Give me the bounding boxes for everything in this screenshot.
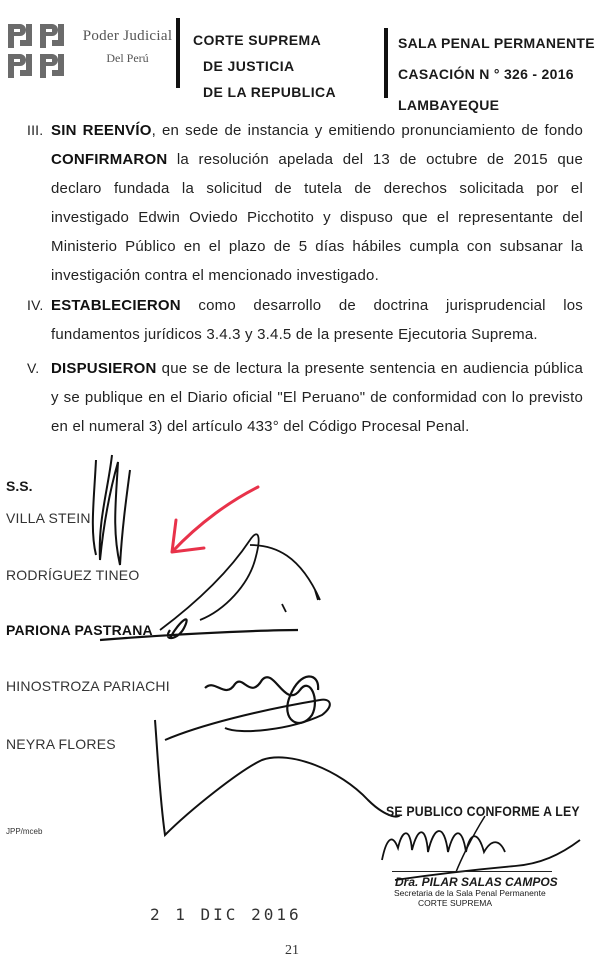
- paragraph-text: [51, 354, 583, 441]
- page-number: 21: [285, 943, 299, 958]
- secretary-role: Secretaria de la Sala Penal Permanente: [394, 888, 546, 898]
- court-line2: DE JUSTICIA: [203, 58, 295, 74]
- paragraph-text: [51, 291, 583, 349]
- secretary-name: Dra. PILAR SALAS CAMPOS: [395, 875, 558, 889]
- date-stamp: 2 1 DIC 2016: [150, 905, 302, 924]
- signature-hinostroza-pariachi: [205, 676, 318, 723]
- case-number: CASACIÓN N ° 326 - 2016: [398, 66, 574, 82]
- secretary-court: CORTE SUPREMA: [418, 898, 492, 908]
- court-name: [193, 27, 336, 105]
- paragraph-text: [51, 116, 583, 290]
- institution-line2: Del Perú: [106, 51, 149, 65]
- paragraph-body: la resolución apelada del 13 de octubre de 2015 que declaro fundada la solicitud de tutela de derechos solicitada por el investigado Edwin Oviedo Picchotito y dispuso que el representante del Ministerio Público en el plazo de 5 días hábiles cumpla con subsanar la investigación contra el mencionado investigado.: [51, 151, 583, 284]
- stamp-line: [392, 871, 552, 872]
- paragraph-numeral: IV.: [27, 297, 44, 313]
- case-region: LAMBAYEQUE: [398, 97, 500, 113]
- header-divider: [176, 18, 180, 88]
- certification-title: SE PUBLICO CONFORME A LEY: [386, 803, 580, 819]
- court-line1: CORTE SUPREMA: [193, 32, 322, 48]
- paragraph-lead: DISPUSIERON: [51, 360, 157, 377]
- resolution-paragraph-v: [27, 354, 583, 441]
- signature-secretary-underline: [456, 816, 485, 872]
- signatories-label: S.S.: [6, 478, 33, 494]
- resolution-paragraph-iii: [27, 116, 583, 290]
- paragraph-body: , en sede de instancia y emitiendo pronunciamiento de fondo: [151, 122, 583, 139]
- institution-line1: Poder Judicial: [82, 28, 173, 44]
- paragraph-lead: SIN REENVÍO: [51, 122, 152, 139]
- case-info: [398, 28, 595, 121]
- chamber-name: SALA PENAL PERMANENTE: [398, 35, 595, 51]
- paragraph-body: como desarrollo de doctrina jurisprudencial los fundamentos jurídicos 3.4.3 y 3.4.5 de la presente Ejecutoria Suprema.: [51, 297, 583, 343]
- poder-judicial-logo: [6, 22, 70, 80]
- paragraph-lead: ESTABLECIERON: [51, 297, 181, 314]
- paragraph-emphasis: CONFIRMARON: [51, 151, 168, 168]
- judge-name: PARIONA PASTRANA: [6, 622, 153, 638]
- institution-name: [80, 28, 175, 66]
- judge-name: NEYRA FLORES: [6, 736, 116, 752]
- judge-name: VILLA STEIN: [6, 510, 91, 526]
- document-reference: JPP/mceb: [6, 827, 43, 836]
- header-divider: [384, 28, 388, 98]
- signature-hinostroza-flourish: [165, 700, 330, 740]
- paragraph-numeral: III.: [27, 122, 44, 138]
- judge-name: RODRÍGUEZ TINEO: [6, 567, 140, 583]
- resolution-paragraph-iv: [27, 291, 583, 349]
- signature-secretary: [382, 831, 580, 880]
- annotation-arrow: [172, 487, 258, 552]
- paragraph-body: que se de lectura la presente sentencia en audiencia pública y se publique en el Diario oficial "El Peruano" de conformidad con lo previsto en el numeral 3) del artículo 433° del Código Procesal Penal.: [51, 360, 583, 435]
- signature-rodriguez-tineo: [160, 534, 320, 630]
- judge-name: HINOSTROZA PARIACHI: [6, 678, 170, 694]
- signature-neyra-flores: [155, 720, 400, 835]
- court-line3: DE LA REPUBLICA: [203, 84, 337, 100]
- paragraph-numeral: V.: [27, 360, 40, 376]
- signature-villa-stein: [93, 455, 130, 565]
